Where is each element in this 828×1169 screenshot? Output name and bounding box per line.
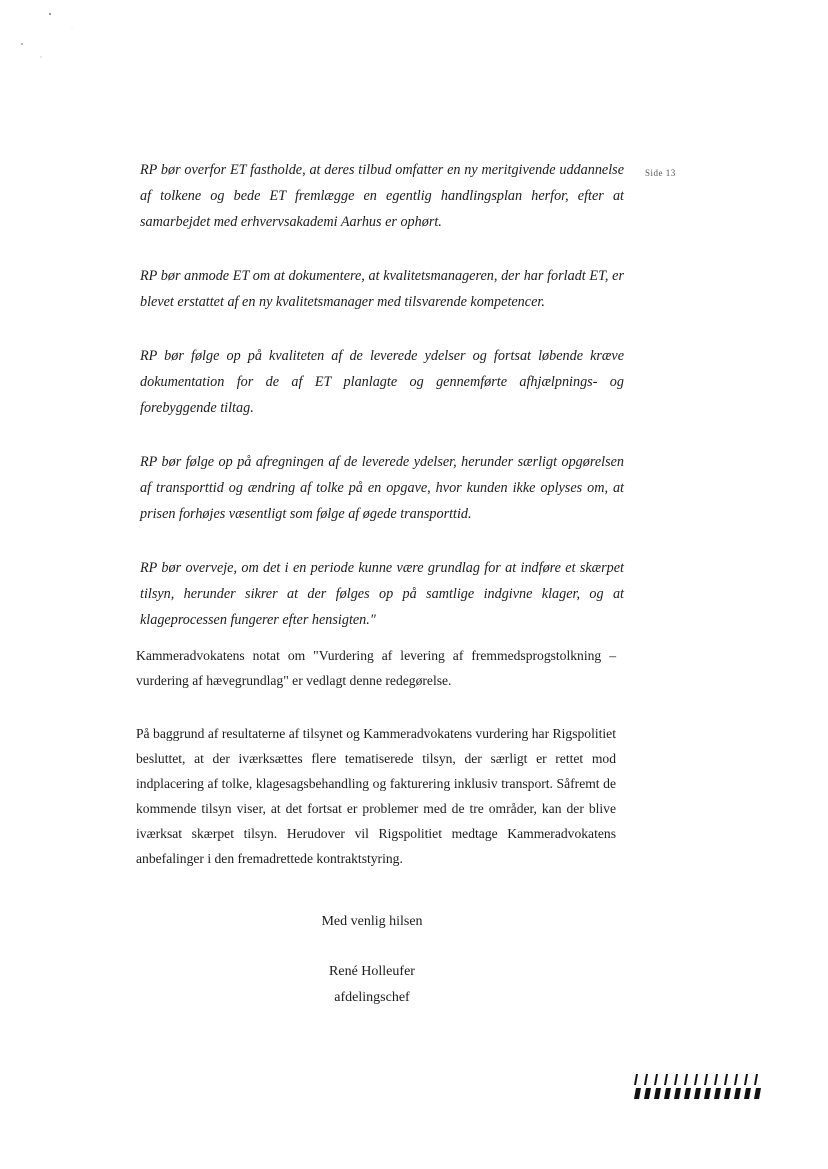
body-paragraph: Kammeradvokatens notat om "Vurdering af levering af fremmedsprogstolkning – vurdering af hævegrundlag" er vedlagt denne redegørelse. xyxy=(136,648,616,688)
signer-name: René Holleufer xyxy=(329,964,415,979)
page-number: Side 13 xyxy=(645,168,676,178)
recommendations-quote xyxy=(140,157,624,661)
quote-paragraph: RP bør overveje, om det i en periode kunne være grundlag for at indføre et skærpet tilsyn, herunder sikrer at der følges op på samtlige indgivne klager, og at klageprocessen fungerer efter hensigten." xyxy=(140,560,624,628)
quote-paragraph: RP bør overfor ET fastholde, at deres tilbud omfatter en ny meritgivende uddannelse af tolkene og bede ET fremlægge en egentlig handlingsplan herfor, efter at samarbejdet med erhvervsakademi Aarhus er ophørt. xyxy=(140,162,624,230)
closing-greeting: Med venlig hilsen xyxy=(321,914,423,929)
signer-title: afdelingschef xyxy=(334,990,410,1005)
quote-paragraph: RP bør anmode ET om at dokumentere, at kvalitetsmanageren, der har forladt ET, er blevet erstattet af en ny kvalitetsmanager med tilsvarende kompetencer. xyxy=(140,268,624,310)
letter-body xyxy=(136,643,616,899)
scan-specks xyxy=(0,0,80,70)
scan-barcode xyxy=(633,1073,767,1101)
body-paragraph: På baggrund af resultaterne af tilsynet og Kammeradvokatens vurdering har Rigspolitiet besluttet, at der iværksættes flere tematiserede tilsyn, der særligt er rettet mod indplacering af tolke, klagesagsbehandling og fakturering inklusiv transport. Såfremt de kommende tilsyn viser, at det fortsat er problemer med de tre områder, kan der blive iværksat skærpet tilsyn. Herudover vil Rigspolitiet medtage Kammeradvokatens anbefalinger i den fremadrettede kontraktstyring. xyxy=(136,726,616,866)
quote-paragraph: RP bør følge op på kvaliteten af de leverede ydelser og fortsat løbende kræve dokumentation for de af ET planlagte og gennemførte afhjælpnings- og forebyggende tiltag. xyxy=(140,348,624,416)
quote-paragraph: RP bør følge op på afregningen af de leverede ydelser, herunder særligt opgørelsen af transporttid og ændring af tolke på en opgave, hvor kunden ikke oplyses om, at prisen forhøjes væsentligt som følge af øgede transporttid. xyxy=(140,454,624,522)
